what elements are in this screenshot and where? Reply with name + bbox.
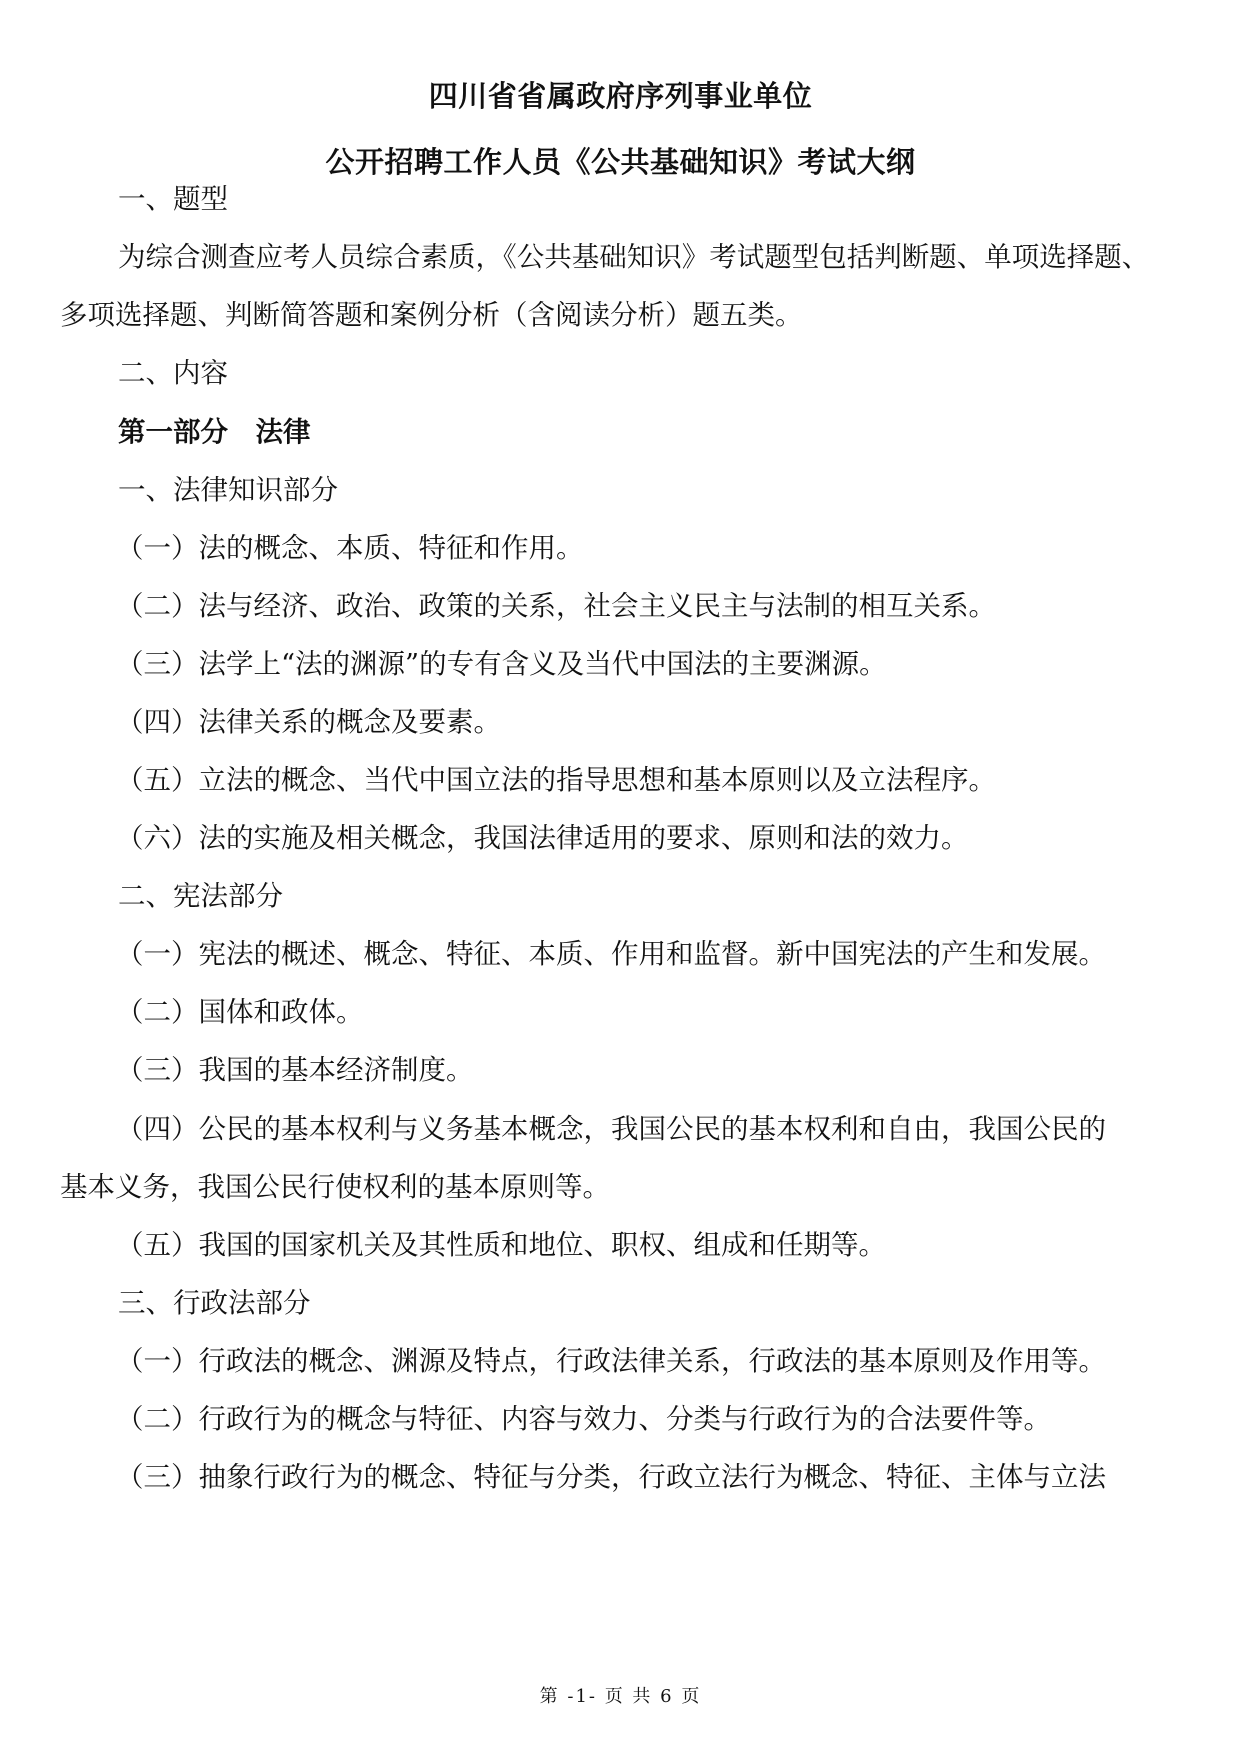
document-title-line-2: 公开招聘工作人员《公共基础知识》考试大纲 — [325, 145, 916, 179]
paragraph-line: 多项选择题、判断简答题和案例分析（含阅读分析）题五类。 — [60, 299, 803, 331]
page-footer: 第 -1- 页 共 6 页 — [539, 1686, 702, 1707]
list-item: （二）国体和政体。 — [116, 996, 364, 1028]
subsection-heading: 一、法律知识部分 — [118, 474, 338, 506]
list-item: （二）法与经济、政治、政策的关系，社会主义民主与法制的相互关系。 — [116, 590, 996, 622]
list-item: （四）法律关系的概念及要素。 — [116, 706, 501, 738]
list-item: （四）公民的基本权利与义务基本概念，我国公民的基本权利和自由，我国公民的 — [116, 1113, 1106, 1145]
list-item: （一）行政法的概念、渊源及特点，行政法律关系，行政法的基本原则及作用等。 — [116, 1345, 1106, 1377]
list-item: （三）抽象行政行为的概念、特征与分类，行政立法行为概念、特征、主体与立法 — [116, 1461, 1106, 1493]
part-heading-law: 第一部分 法律 — [118, 416, 311, 448]
list-item: （六）法的实施及相关概念，我国法律适用的要求、原则和法的效力。 — [116, 822, 969, 854]
section-heading-question-types: 一、题型 — [118, 183, 228, 215]
document-title-line-1: 四川省省属政府序列事业单位 — [428, 79, 813, 113]
list-item: （五）立法的概念、当代中国立法的指导思想和基本原则以及立法程序。 — [116, 764, 996, 796]
section-heading-content: 二、内容 — [118, 357, 228, 389]
subsection-heading: 三、行政法部分 — [118, 1287, 311, 1319]
list-item: （一）宪法的概述、概念、特征、本质、作用和监督。新中国宪法的产生和发展。 — [116, 938, 1106, 970]
list-item: （三）法学上“法的渊源”的专有含义及当代中国法的主要渊源。 — [116, 648, 887, 680]
list-item: （五）我国的国家机关及其性质和地位、职权、组成和任期等。 — [116, 1229, 886, 1261]
list-item: （一）法的概念、本质、特征和作用。 — [116, 532, 584, 564]
list-item-continuation: 基本义务，我国公民行使权利的基本原则等。 — [60, 1171, 610, 1203]
list-item: （二）行政行为的概念与特征、内容与效力、分类与行政行为的合法要件等。 — [116, 1403, 1051, 1435]
paragraph-line: 为综合测查应考人员综合素质，《公共基础知识》考试题型包括判断题、单项选择题、 — [118, 241, 1150, 273]
subsection-heading: 二、宪法部分 — [118, 880, 283, 912]
list-item: （三）我国的基本经济制度。 — [116, 1054, 474, 1086]
